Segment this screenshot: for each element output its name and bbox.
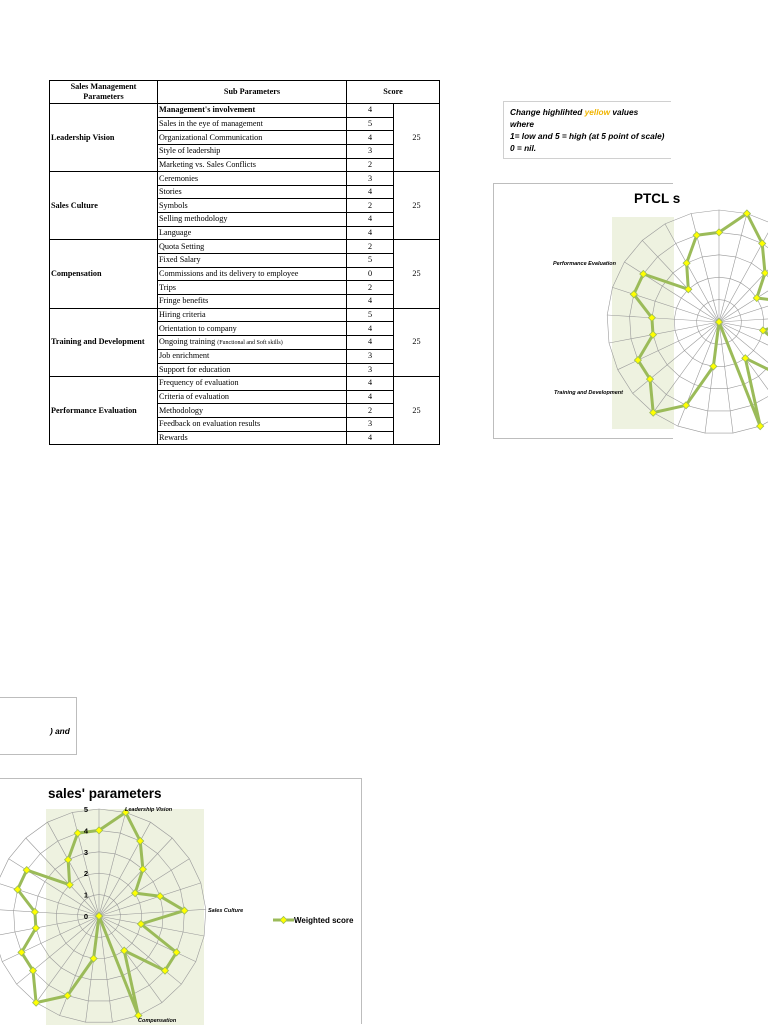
score-cell[interactable]: 4 [347, 294, 394, 308]
sub-parameter-note: (Functional and Soft skills) [217, 339, 283, 346]
sub-parameter-cell: Fringe benefits [158, 294, 347, 308]
score-cell[interactable]: 5 [347, 308, 394, 322]
sub-parameter-cell: Organizational Communication [158, 131, 347, 145]
legend-label: Weighted score [294, 916, 354, 925]
score-cell[interactable]: 3 [347, 349, 394, 363]
sub-parameter-cell: Feedback on evaluation results [158, 418, 347, 432]
score-cell[interactable]: 4 [347, 390, 394, 404]
header-parameters: Sales Management Parameters [50, 81, 158, 104]
note-line-4: 0 = nil. [510, 143, 537, 153]
sub-parameter-cell: Criteria of evaluation [158, 390, 347, 404]
sub-parameter-cell: Trips [158, 281, 347, 295]
sub-parameter-cell: Fixed Salary [158, 254, 347, 268]
score-cell[interactable]: 2 [347, 404, 394, 418]
score-cell[interactable]: 3 [347, 172, 394, 186]
score-cell[interactable]: 4 [347, 185, 394, 199]
parameter-cell: Leadership Vision [50, 104, 158, 172]
sub-parameter-cell: Management's involvement [158, 104, 347, 118]
instruction-note [503, 101, 671, 159]
parameter-cell: Training and Development [50, 308, 158, 377]
score-cell[interactable]: 4 [347, 131, 394, 145]
grid-spoke [691, 214, 719, 323]
category-label: Sales Culture [208, 908, 244, 914]
grid-spoke [678, 322, 719, 426]
table-row [50, 308, 440, 322]
category-label: Compensation [138, 1018, 177, 1024]
table-row [50, 240, 440, 254]
sub-parameter-cell: Ongoing training (Functional and Soft skills) [158, 335, 347, 349]
axis-tick-label: 0 [83, 912, 88, 921]
axis-tick-label: 5 [83, 805, 88, 814]
radar-chart-left [0, 778, 362, 1024]
sub-parameter-cell: Stories [158, 185, 347, 199]
table-row [50, 104, 440, 118]
header-score: Score [347, 81, 440, 104]
group-total-cell: 25 [394, 377, 440, 445]
group-total-cell: 25 [394, 172, 440, 240]
score-cell[interactable]: 3 [347, 144, 394, 158]
sub-parameter-cell: Hiring criteria [158, 308, 347, 322]
instruction-note-fragment [0, 697, 77, 755]
sub-parameter-cell: Style of leadership [158, 144, 347, 158]
category-label: Leadership Vision [125, 807, 173, 813]
score-table [49, 80, 440, 445]
score-cell[interactable]: 3 [347, 418, 394, 432]
note-line-3: 1= low and 5 = high (at 5 point of scale) [510, 131, 665, 141]
score-cell[interactable]: 4 [347, 322, 394, 336]
score-cell[interactable]: 4 [347, 335, 394, 349]
sub-parameter-cell: Marketing vs. Sales Conflicts [158, 158, 347, 172]
grid-spoke [719, 262, 768, 322]
legend-marker [280, 916, 287, 923]
score-cell[interactable]: 3 [347, 363, 394, 377]
score-cell[interactable]: 5 [347, 254, 394, 268]
note-line-1: Change highlihted yellow values [510, 107, 639, 117]
parameter-cell: Compensation [50, 240, 158, 308]
axis-tick-label: 3 [83, 847, 88, 857]
grid-spoke [719, 240, 768, 322]
group-total-cell: 25 [394, 104, 440, 172]
score-cell[interactable]: 0 [347, 267, 394, 281]
grid-spoke [719, 315, 768, 322]
category-label: Training and Development [554, 390, 623, 396]
sub-parameter-cell: Selling methodology [158, 213, 347, 227]
axis-tick-label: 2 [83, 869, 88, 879]
score-cell[interactable]: 4 [347, 213, 394, 227]
table-header-row [50, 81, 440, 104]
note-fragment-text: ) and [50, 726, 70, 736]
axis-tick-label: 1 [83, 890, 88, 900]
radar-chart-right [493, 183, 681, 439]
radar-chart-right-svg [494, 184, 681, 440]
sub-parameter-cell: Frequency of evaluation [158, 377, 347, 391]
score-cell[interactable]: 2 [347, 158, 394, 172]
sub-parameter-cell: Symbols [158, 199, 347, 213]
chart-title: PTCL s [634, 191, 681, 206]
data-point [753, 294, 760, 301]
score-cell[interactable]: 2 [347, 240, 394, 254]
score-cell[interactable]: 2 [347, 199, 394, 213]
note-line-2: where [510, 119, 534, 129]
sub-parameter-cell: Language [158, 226, 347, 240]
category-label: Performance Evaluation [553, 261, 616, 267]
group-total-cell: 25 [394, 240, 440, 308]
table-row [50, 172, 440, 186]
score-cell[interactable]: 4 [347, 431, 394, 445]
parameter-cell: Performance Evaluation [50, 377, 158, 445]
axis-tick-label: 4 [83, 826, 88, 836]
note-highlight-word: yellow [584, 107, 611, 117]
group-total-cell: 25 [394, 308, 440, 377]
sub-parameter-cell: Sales in the eye of management [158, 117, 347, 131]
table-body [50, 104, 440, 445]
sub-parameter-cell: Quota Setting [158, 240, 347, 254]
score-cell[interactable]: 2 [347, 281, 394, 295]
sub-parameter-cell: Job enrichment [158, 349, 347, 363]
header-sub-parameters: Sub Parameters [158, 81, 347, 104]
sub-parameter-cell: Methodology [158, 404, 347, 418]
score-cell[interactable]: 4 [347, 226, 394, 240]
sub-parameter-cell: Ceremonies [158, 172, 347, 186]
sub-parameter-cell: Orientation to company [158, 322, 347, 336]
radar-chart-left-svg [0, 779, 362, 1025]
chart-title: sales' parameters [48, 786, 162, 801]
score-cell[interactable]: 5 [347, 117, 394, 131]
score-cell[interactable]: 4 [347, 377, 394, 391]
table-row [50, 377, 440, 391]
sub-parameter-cell: Commissions and its delivery to employee [158, 267, 347, 281]
sub-parameter-cell: Support for education [158, 363, 347, 377]
sub-parameter-cell: Rewards [158, 431, 347, 445]
parameter-cell: Sales Culture [50, 172, 158, 240]
score-cell[interactable]: 4 [347, 104, 394, 118]
